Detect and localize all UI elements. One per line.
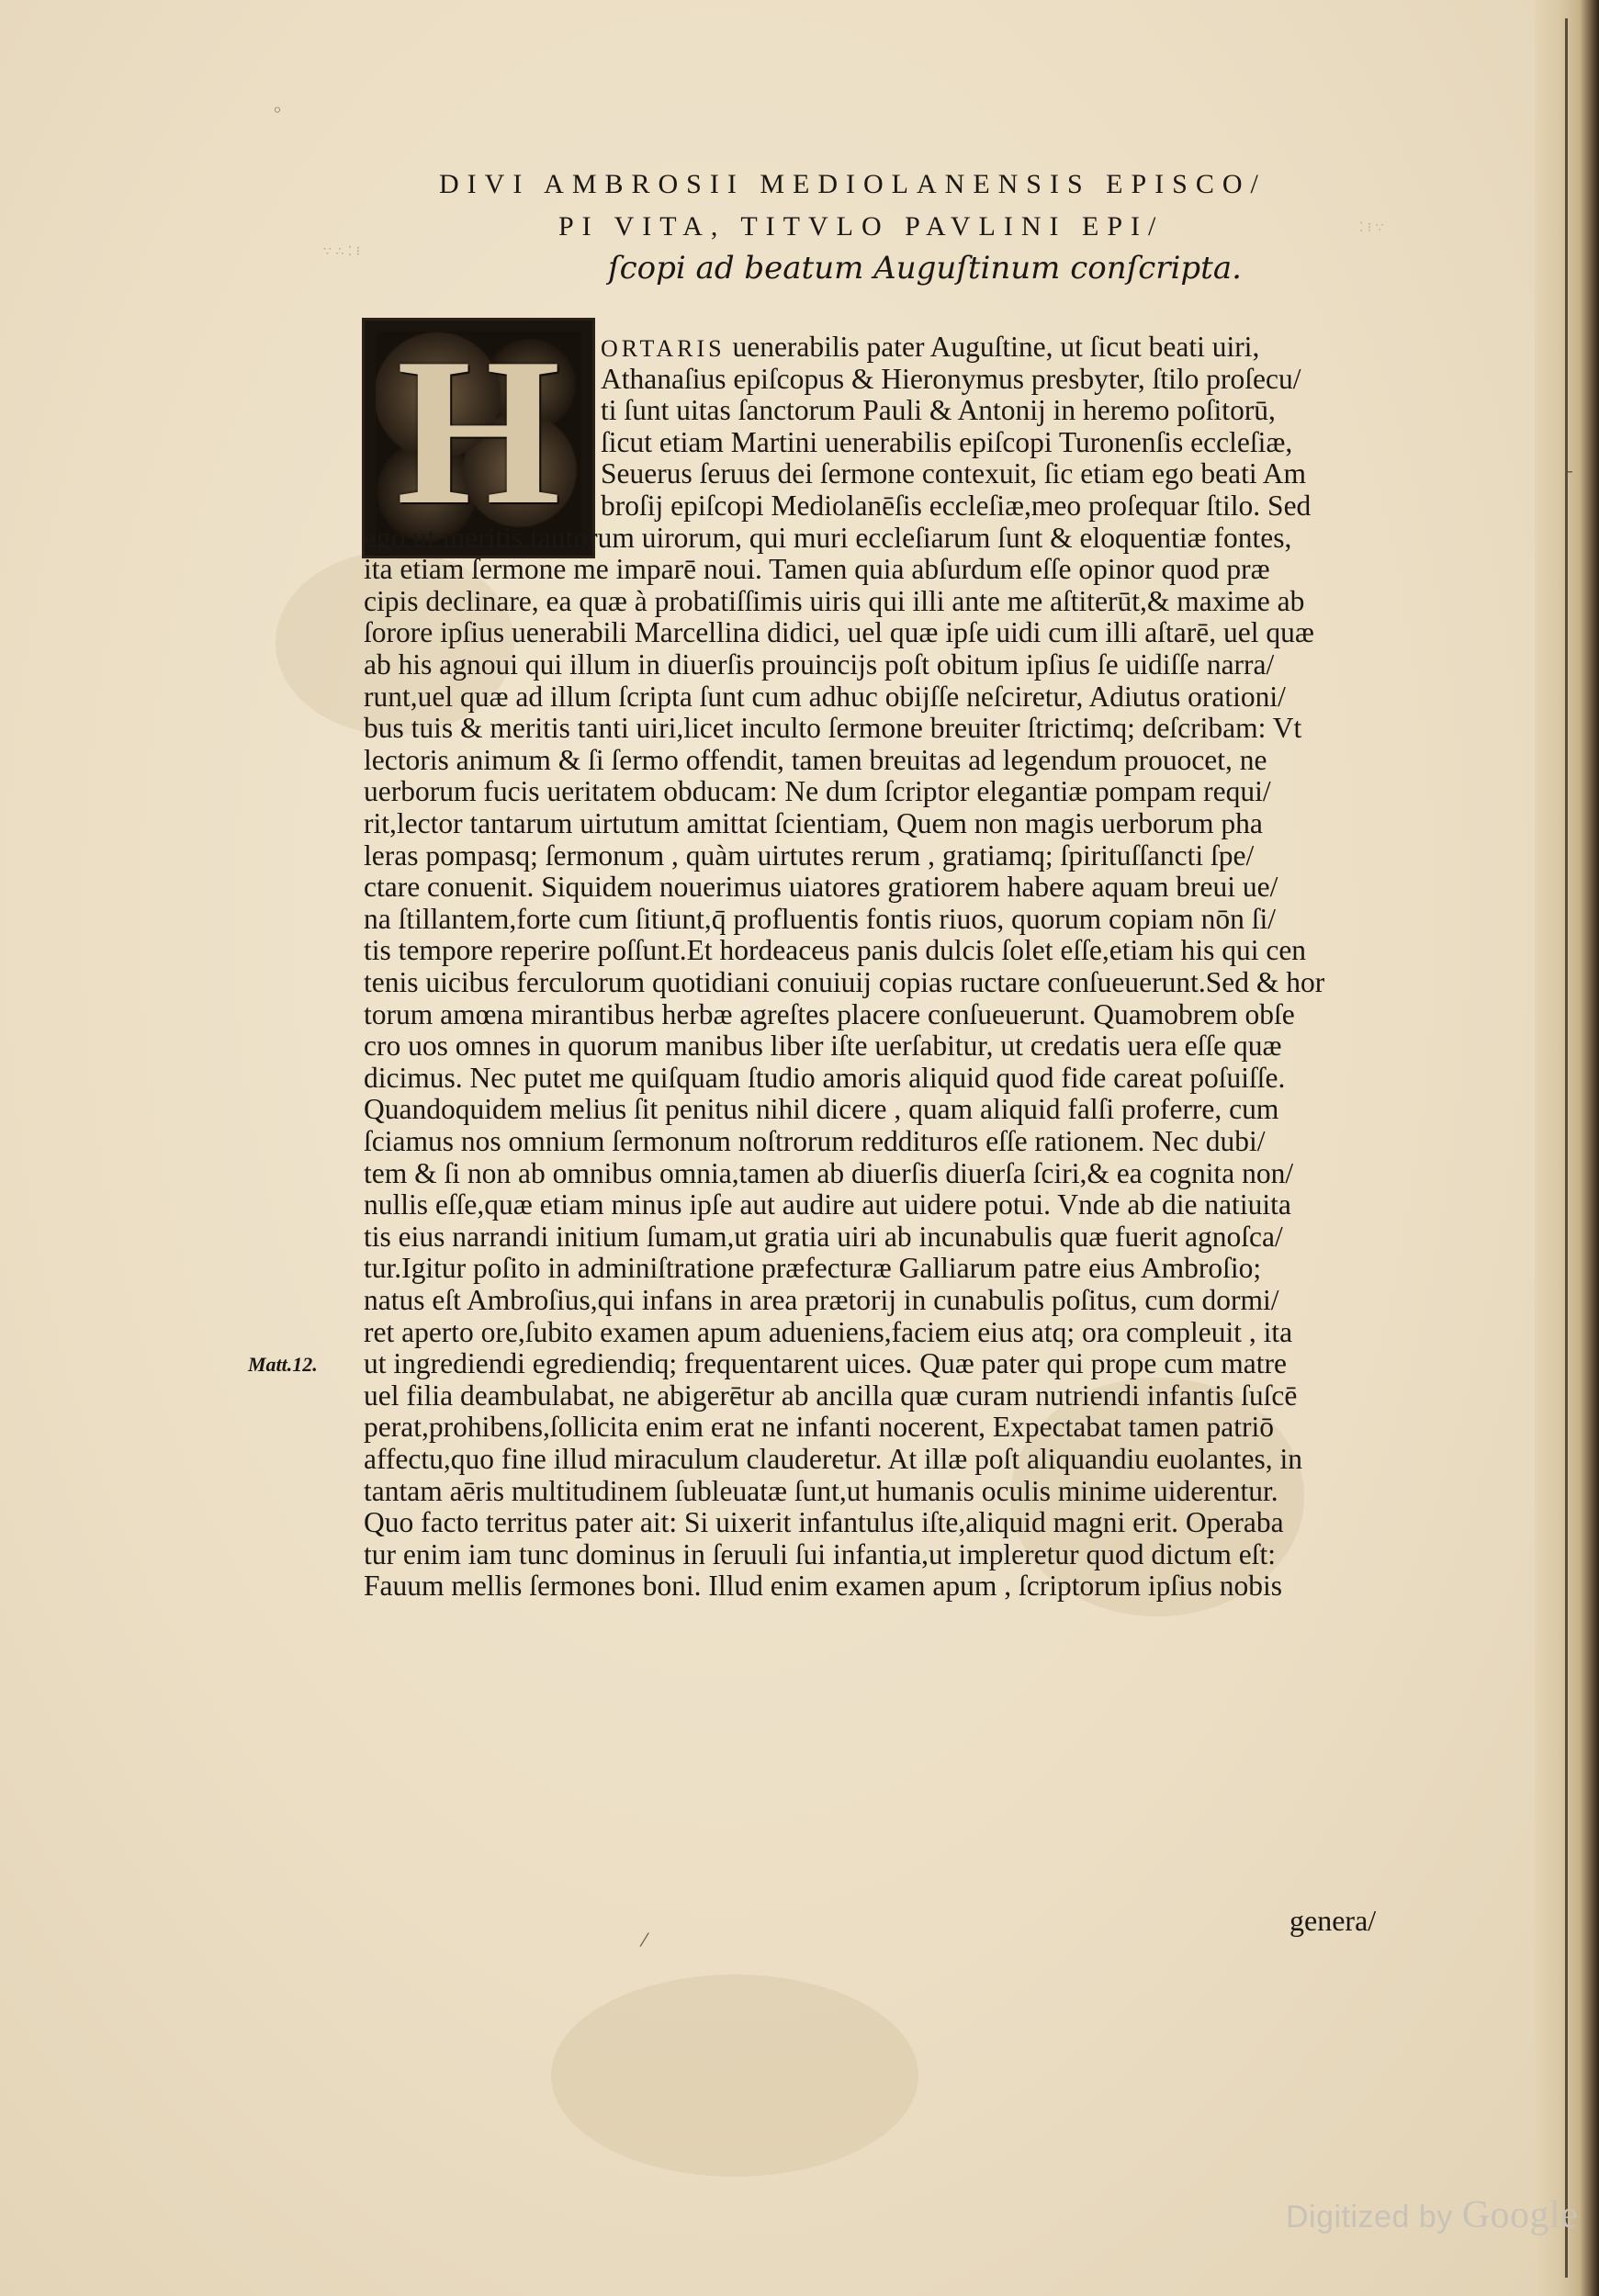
text-line: leras pompasq; ſermonum , quàm uirtutes rerum , gratiamq; ſpirituſſancti ſpe/	[364, 838, 1255, 872]
text-line: affectu,quo fine illud miraculum clauderetur. At illæ poſt aliquandiu euolantes, in	[364, 1443, 1303, 1475]
text-line: bus tuis & meritis tanti uiri,licet inculto ſermone breuiter ſtrictimq; deſcribam: Vt	[364, 712, 1302, 745]
title-line-3: ſcopi ad beatum Auguſtinum conſcripta.	[608, 250, 1242, 287]
page-edge-line	[1565, 18, 1568, 2278]
text-line: ſorore ipſius uenerabili Marcellina didici, uel quæ ipſe uidi cum illi aſtarē, uel quæ	[364, 616, 1314, 649]
title-line-1: DIVI AMBROSII MEDIOLANENSIS EPISCO/	[439, 169, 1267, 199]
text-line: runt,uel quæ ad illum ſcripta ſunt cum adhuc obijſſe neſciretur, Adiutus orationi/	[364, 680, 1286, 713]
text-line: ctare conuenit. Siquidem nouerimus uiatores gratiorem habere aquam breui ue/	[364, 871, 1278, 904]
text-line: tis tempore reperire poſſunt.Et hordeaceus panis dulcis ſolet eſſe,etiam his qui cen	[364, 934, 1307, 967]
text-line: uel filia deambulabat, ne abigerētur ab ancilla quæ curam nutriendi infantis ſuſcē	[364, 1379, 1298, 1412]
text-line: ut ingrediendi egrediendiq; frequentarent uices. Quæ pater qui prope cum matre	[364, 1347, 1288, 1380]
catchword: genera/	[1289, 1904, 1377, 1937]
text-line: rit,lector tantarum uirtutum amittat ſcientiam, Quem non magis uerborum pha	[364, 807, 1263, 839]
ink-mark: ⁄	[643, 1929, 647, 1951]
lead-line-rest: uenerabilis pater Auguſtine, ut ſicut beati uiri,	[725, 331, 1260, 363]
text-line: lectoris animum & ſi ſermo offendit, tamen breuitas ad legendum prouocet, ne	[364, 743, 1267, 776]
text-line: Athanaſius epiſcopus & Hieronymus presbyter, ſtilo proſecu/	[601, 362, 1301, 395]
text-line: torum amœna mirantibus herbæ agreſtes placere conſueuerunt. Quamobrem obſe	[364, 997, 1295, 1030]
text-line: broſij epiſcopi Mediolanēſis eccleſiæ,meo proſequar ſtilo. Sed	[601, 490, 1312, 522]
text-line: cro uos omnes in quorum manibus liber iſte uerſabitur, ut credatis uera eſſe quæ	[364, 1030, 1282, 1063]
text-line: ego ut meritis tantorum uirorum, qui muri eccleſiarum ſunt & eloquentiæ fontes,	[364, 521, 1292, 554]
text-line: tenis uicibus ferculorum quotidiani conuiuij copias ructare conſueuerunt.Sed & hor	[364, 966, 1325, 998]
text-line: uerborum fucis ueritatem obducam: Ne dum ſcriptor elegantiæ pompam requi/	[364, 775, 1271, 808]
text-line: natus eſt Ambroſius,qui infans in area prætorij in cunabulis poſitus, cum dormi/	[364, 1284, 1279, 1316]
text-line: nullis eſſe,quæ etiam minus ipſe aut audire aut uidere potui. Vnde ab die natiuita	[364, 1188, 1291, 1221]
watermark-brand: Google	[1461, 2194, 1579, 2236]
text-line: ita etiam ſermone me imparē noui. Tamen quia abſurdum eſſe opinor quod præ	[364, 553, 1270, 586]
text-line: ret aperto ore,ſubito examen apum adueniens,faciem eius atq; ora compleuit , ita	[364, 1315, 1293, 1348]
ink-mark: ◦	[272, 99, 283, 121]
initial-letter: H	[396, 318, 561, 548]
text-line: ſciamus nos omnium ſermonum noſtrorum reddituros eſſe rationem. Nec dubi/	[364, 1125, 1266, 1157]
text-line: tantam aēris multitudinem ſubleuatæ ſunt,ut humanis oculis minime uiderentur.	[364, 1474, 1278, 1507]
digitization-watermark	[1286, 2193, 1578, 2237]
text-line	[601, 332, 1259, 362]
text-line: ab his agnoui qui illum in diuerſis prouincijs poſt obitum ipſius ſe uidiſſe narra/	[364, 648, 1275, 681]
text-line: Fauum mellis ſermones boni. Illud enim examen apum , ſcriptorum ipſius nobis	[364, 1570, 1282, 1603]
text-line: ſicut etiam Martini uenerabilis epiſcopi Turonenſis eccleſiæ,	[601, 425, 1293, 458]
text-line: tem & ſi non ab omnibus omnia,tamen ab diuerſis diuerſa ſciri,& ea cognita non/	[364, 1156, 1294, 1189]
text-line: ti ſunt uitas ſanctorum Pauli & Antonij in heremo poſitorū,	[601, 394, 1276, 427]
watermark-prefix: Digitized by	[1286, 2200, 1462, 2234]
text-line: tur enim iam tunc dominus in ſeruuli ſui infantia,ut impleretur quod dictum eſt:	[364, 1537, 1276, 1570]
text-line: Seuerus ſeruus dei ſermone contexuit, ſic etiam ego beati Am	[601, 457, 1307, 490]
faint-marginal-note: ⁚ ⁝ ∵	[1359, 220, 1384, 235]
text-line: dicimus. Nec putet me quiſquam ſtudio amoris aliquid quod fide careat poſuiſſe.	[364, 1061, 1286, 1094]
text-line: perat,prohibens,ſollicita enim erat ne infanti nocerent, Expectabat tamen patriō	[364, 1411, 1274, 1444]
text-line: Quandoquidem melius ſit penitus nihil dicere , quam aliquid falſi proferre, cum	[364, 1093, 1279, 1126]
text-line: tis eius narrandi initium ſumam,ut gratia uiri ab incunabulis quæ fuerit agnoſca/	[364, 1220, 1283, 1253]
title-line-2: PI VITA, TITVLO PAVLINI EPI/	[558, 211, 1165, 242]
paper-stain	[551, 1975, 918, 2177]
text-line: tur.Igitur poſito in adminiſtratione præfecturæ Galliarum patre eius Ambroſio;	[364, 1252, 1262, 1285]
text-line: na ſtillantem,forte cum ſitiunt,q̄ profluentis fontis riuos, quorum copiam nōn ſi/	[364, 902, 1276, 935]
faint-marginal-note: ∵ ∴ ⁚ ⁝	[323, 244, 361, 259]
lead-word: ORTARIS	[601, 335, 726, 362]
marginal-reference: Matt.12.	[248, 1353, 318, 1376]
ink-mark: -	[1567, 459, 1573, 481]
text-line: Quo facto territus pater ait: Si uixerit infantulus iſte,aliquid magni erit. Operaba	[364, 1506, 1284, 1539]
text-line: cipis declinare, ea quæ à probatiſſimis uiris qui illi ante me aſtiterūt,& maxime ab	[364, 584, 1305, 617]
